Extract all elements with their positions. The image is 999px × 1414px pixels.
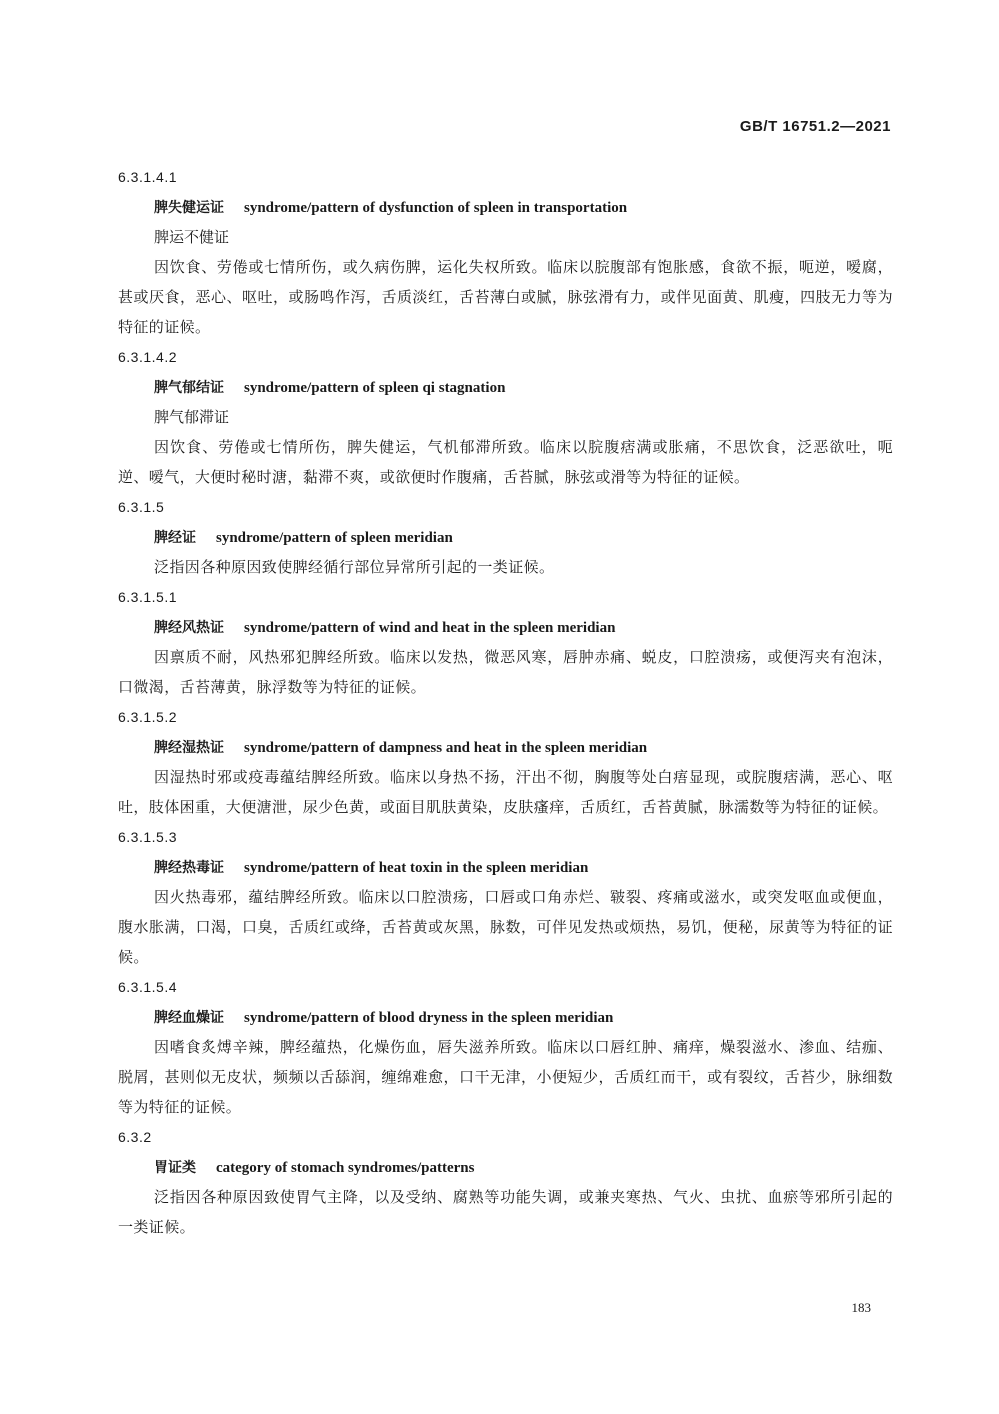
- term-definition: 泛指因各种原因致使胃气主降，以及受纳、腐熟等功能失调，或兼夹寒热、气火、虫扰、血瘀等邪所引起的一类证候。: [118, 1188, 893, 1236]
- term-english: syndrome/pattern of dysfunction of spleen in transportation: [244, 200, 628, 216]
- entry: [118, 492, 893, 582]
- entry: [118, 972, 893, 1122]
- term-english: syndrome/pattern of spleen meridian: [216, 530, 453, 546]
- term-definition: 因湿热时邪或疫毒蕴结脾经所致。临床以身热不扬，汗出不彻，胸腹等处白痦显现，或脘腹痞满，恶心、呕吐，肢体困重，大便溏泄，尿少色黄，或面目肌肤黄染，皮肤瘙痒，舌质红，舌苔黄腻，脉濡数等为特征的证候。: [118, 768, 893, 816]
- term-chinese: 脾气郁结证: [154, 380, 224, 396]
- term-english: syndrome/pattern of blood dryness in the spleen meridian: [244, 1010, 614, 1026]
- page-number: 183: [851, 1300, 871, 1315]
- term-heading: [118, 1152, 893, 1182]
- term-chinese: 脾经证: [154, 530, 196, 546]
- entry: [118, 582, 893, 702]
- term-chinese: 脾失健运证: [154, 200, 224, 216]
- term-heading: [118, 612, 893, 642]
- term-english: syndrome/pattern of wind and heat in the spleen meridian: [244, 620, 616, 636]
- standard-code: GB/T 16751.2—2021: [739, 118, 891, 135]
- entry: [118, 1122, 893, 1242]
- term-english: syndrome/pattern of heat toxin in the spleen meridian: [244, 860, 589, 876]
- term-chinese: 脾经风热证: [154, 620, 224, 636]
- term-heading: [118, 732, 893, 762]
- term-definition: 泛指因各种原因致使脾经循行部位异常所引起的一类证候。: [154, 558, 555, 576]
- term-definition: 因饮食、劳倦或七情所伤，或久病伤脾，运化失权所致。临床以脘腹部有饱胀感，食欲不振，呃逆，嗳腐，甚或厌食，恶心、呕吐，或肠鸣作泻，舌质淡红，舌苔薄白或腻，脉弦滑有力，或伴见面黄、肌瘦，四肢无力等为特征的证候。: [118, 258, 893, 336]
- document-body: [118, 162, 893, 1242]
- section-number: 6.3.1.4.2: [118, 349, 177, 365]
- term-english: syndrome/pattern of spleen qi stagnation: [244, 380, 506, 396]
- section-number: 6.3.1.5.1: [118, 589, 177, 605]
- entry: [118, 702, 893, 822]
- term-english: syndrome/pattern of dampness and heat in the spleen meridian: [244, 740, 648, 756]
- term-heading: [118, 852, 893, 882]
- term-chinese: 胃证类: [154, 1160, 196, 1176]
- entry: [118, 162, 893, 342]
- term-chinese: 脾经血燥证: [154, 1010, 224, 1026]
- term-heading: [118, 522, 893, 552]
- term-english: category of stomach syndromes/patterns: [216, 1160, 475, 1176]
- section-number: 6.3.1.5.3: [118, 829, 177, 845]
- term-heading: [118, 192, 893, 222]
- term-definition: 因火热毒邪，蕴结脾经所致。临床以口腔溃疡，口唇或口角赤烂、皲裂、疼痛或滋水，或突发呕血或便血，腹水胀满，口渴，口臭，舌质红或绛，舌苔黄或灰黑，脉数，可伴见发热或烦热，易饥，便秘，尿黄等为特征的证候。: [118, 888, 893, 966]
- term-definition: 因禀质不耐，风热邪犯脾经所致。临床以发热，微恶风寒，唇肿赤痛、蜕皮，口腔溃疡，或便泻夹有泡沫，口微渴，舌苔薄黄，脉浮数等为特征的证候。: [118, 648, 893, 696]
- term-chinese: 脾经热毒证: [154, 860, 224, 876]
- section-number: 6.3.1.5.2: [118, 709, 177, 725]
- term-synonym: 脾气郁滞证: [154, 408, 230, 426]
- section-number: 6.3.1.5.4: [118, 979, 177, 995]
- term-synonym: 脾运不健证: [154, 228, 230, 246]
- entry: [118, 822, 893, 972]
- section-number: 6.3.2: [118, 1129, 152, 1145]
- term-definition: 因饮食、劳倦或七情所伤，脾失健运，气机郁滞所致。临床以脘腹痞满或胀痛，不思饮食，泛恶欲吐，呃逆、嗳气，大便时秘时溏，黏滞不爽，或欲便时作腹痛，舌苔腻，脉弦或滑等为特征的证候。: [118, 438, 893, 486]
- term-chinese: 脾经湿热证: [154, 740, 224, 756]
- section-number: 6.3.1.4.1: [118, 169, 177, 185]
- term-heading: [118, 372, 893, 402]
- section-number: 6.3.1.5: [118, 499, 165, 515]
- entry: [118, 342, 893, 492]
- term-heading: [118, 1002, 893, 1032]
- term-definition: 因嗜食炙煿辛辣，脾经蕴热，化燥伤血，唇失滋养所致。临床以口唇红肿、痛痒，燥裂滋水、渗血、结痂、脱屑，甚则似无皮状，频频以舌舔润，缠绵难愈，口干无津，小便短少，舌质红而干，或有裂纹，舌苔少，脉细数等为特征的证候。: [118, 1038, 893, 1116]
